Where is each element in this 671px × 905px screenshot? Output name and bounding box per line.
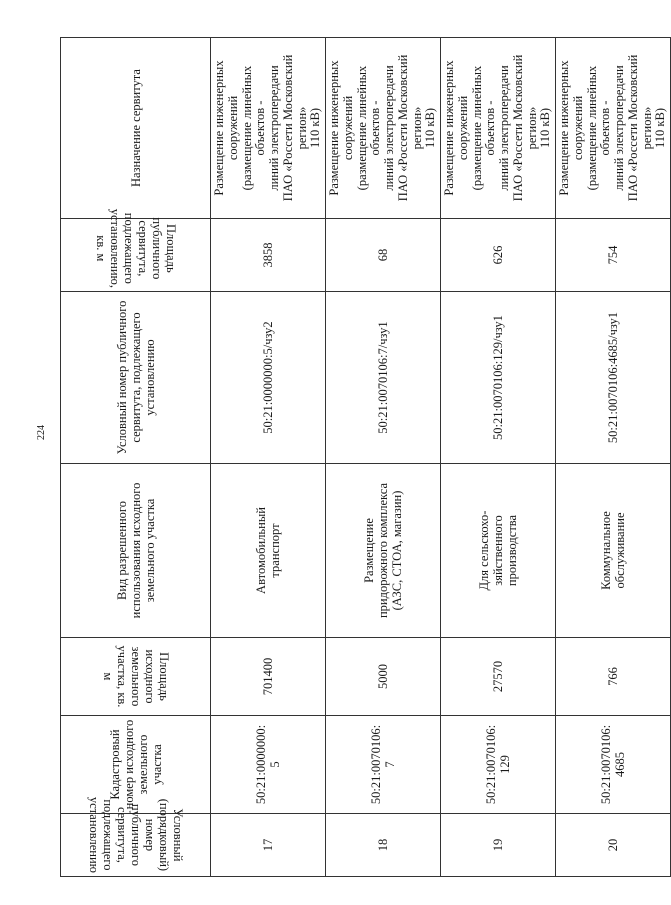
cell-servitude-id: 50:21:0070106:4685/чзу1: [556, 292, 671, 464]
cell-purpose: Размещение инженерных сооружений (размещение линейных объектов - линий электропередачи ПАО «Россети Московский регион» 110 кВ): [326, 38, 441, 219]
table-row: [326, 38, 441, 877]
cell-cadastral: 50:21:0000000: 5: [211, 716, 326, 814]
cell-use: Для сельскохо- зяйственного производства: [441, 464, 556, 638]
header-label: Площадь публичного сервитута, подлежащего установлению, кв. м: [93, 208, 178, 289]
header-cell-use: Вид разрешенного использования исходного земельного участка: [61, 464, 211, 638]
header-cell-servitude-id: Условный номер публичного сервитута, подлежащего установлению: [61, 292, 211, 464]
cell-cadastral: 50:21:0070106: 129: [441, 716, 556, 814]
cell-servitude-id: 50:21:0000000:5/чзу2: [211, 292, 326, 464]
cell-cadastral: 50:21:0070106: 7: [326, 716, 441, 814]
cell-servitude-area: 626: [441, 219, 556, 292]
servitude-table: [60, 37, 671, 877]
cell-servitude-area: 754: [556, 219, 671, 292]
cell-area: 5000: [326, 638, 441, 716]
cell-servitude-area: 68: [326, 219, 441, 292]
table-row: [556, 38, 671, 877]
servitude-table-container: [60, 38, 668, 877]
header-cell-servitude-area: [61, 208, 211, 292]
table-row: [441, 38, 556, 877]
cell-purpose: Размещение инженерных сооружений (размещение линейных объектов - линий электропередачи ПАО «Россети Московский регион» 110 кВ): [211, 38, 326, 219]
cell-servitude-area: 3858: [211, 219, 326, 292]
cell-cadastral: 50:21:0070106: 4685: [556, 716, 671, 814]
cell-servitude-id: 50:21:0070106:129/чзу1: [441, 292, 556, 464]
cell-area: 766: [556, 638, 671, 716]
cell-use: Коммунальное обслуживание: [556, 464, 671, 638]
cell-area: 701400: [211, 638, 326, 716]
table-body: [211, 38, 671, 877]
cell-num: 17: [211, 814, 326, 877]
cell-num: 18: [326, 814, 441, 877]
header-cell-num: [61, 796, 211, 877]
table-row: [211, 38, 326, 877]
header-label: Площадь исходного земельного участка, кв. м: [100, 645, 171, 708]
cell-num: 19: [441, 814, 556, 877]
cell-use: Размещение придорожного комплекса (АЗС, СТОА, магазин): [326, 464, 441, 638]
header-label: Условный (порядковый) номер публичного сервитута, подлежащего установлению: [86, 796, 185, 874]
cell-use: Автомобильный транспорт: [211, 464, 326, 638]
header-cell-cadastral: Кадастровый номер исходного земельного участка: [61, 716, 211, 814]
cell-area: 27570: [441, 638, 556, 716]
cell-purpose: Размещение инженерных сооружений (размещение линейных объектов - линий электропередачи ПАО «Россети Московский регион» 110 кВ): [556, 38, 671, 219]
table-header-row: [61, 38, 211, 877]
cell-num: 20: [556, 814, 671, 877]
header-cell-purpose: Назначение сервитута: [61, 38, 211, 219]
page-number: 224: [36, 425, 47, 440]
header-cell-area: [61, 638, 211, 716]
cell-servitude-id: 50:21:0070106:7/чзу1: [326, 292, 441, 464]
cell-purpose: Размещение инженерных сооружений (размещение линейных объектов - линий электропередачи ПАО «Россети Московский регион» 110 кВ): [441, 38, 556, 219]
